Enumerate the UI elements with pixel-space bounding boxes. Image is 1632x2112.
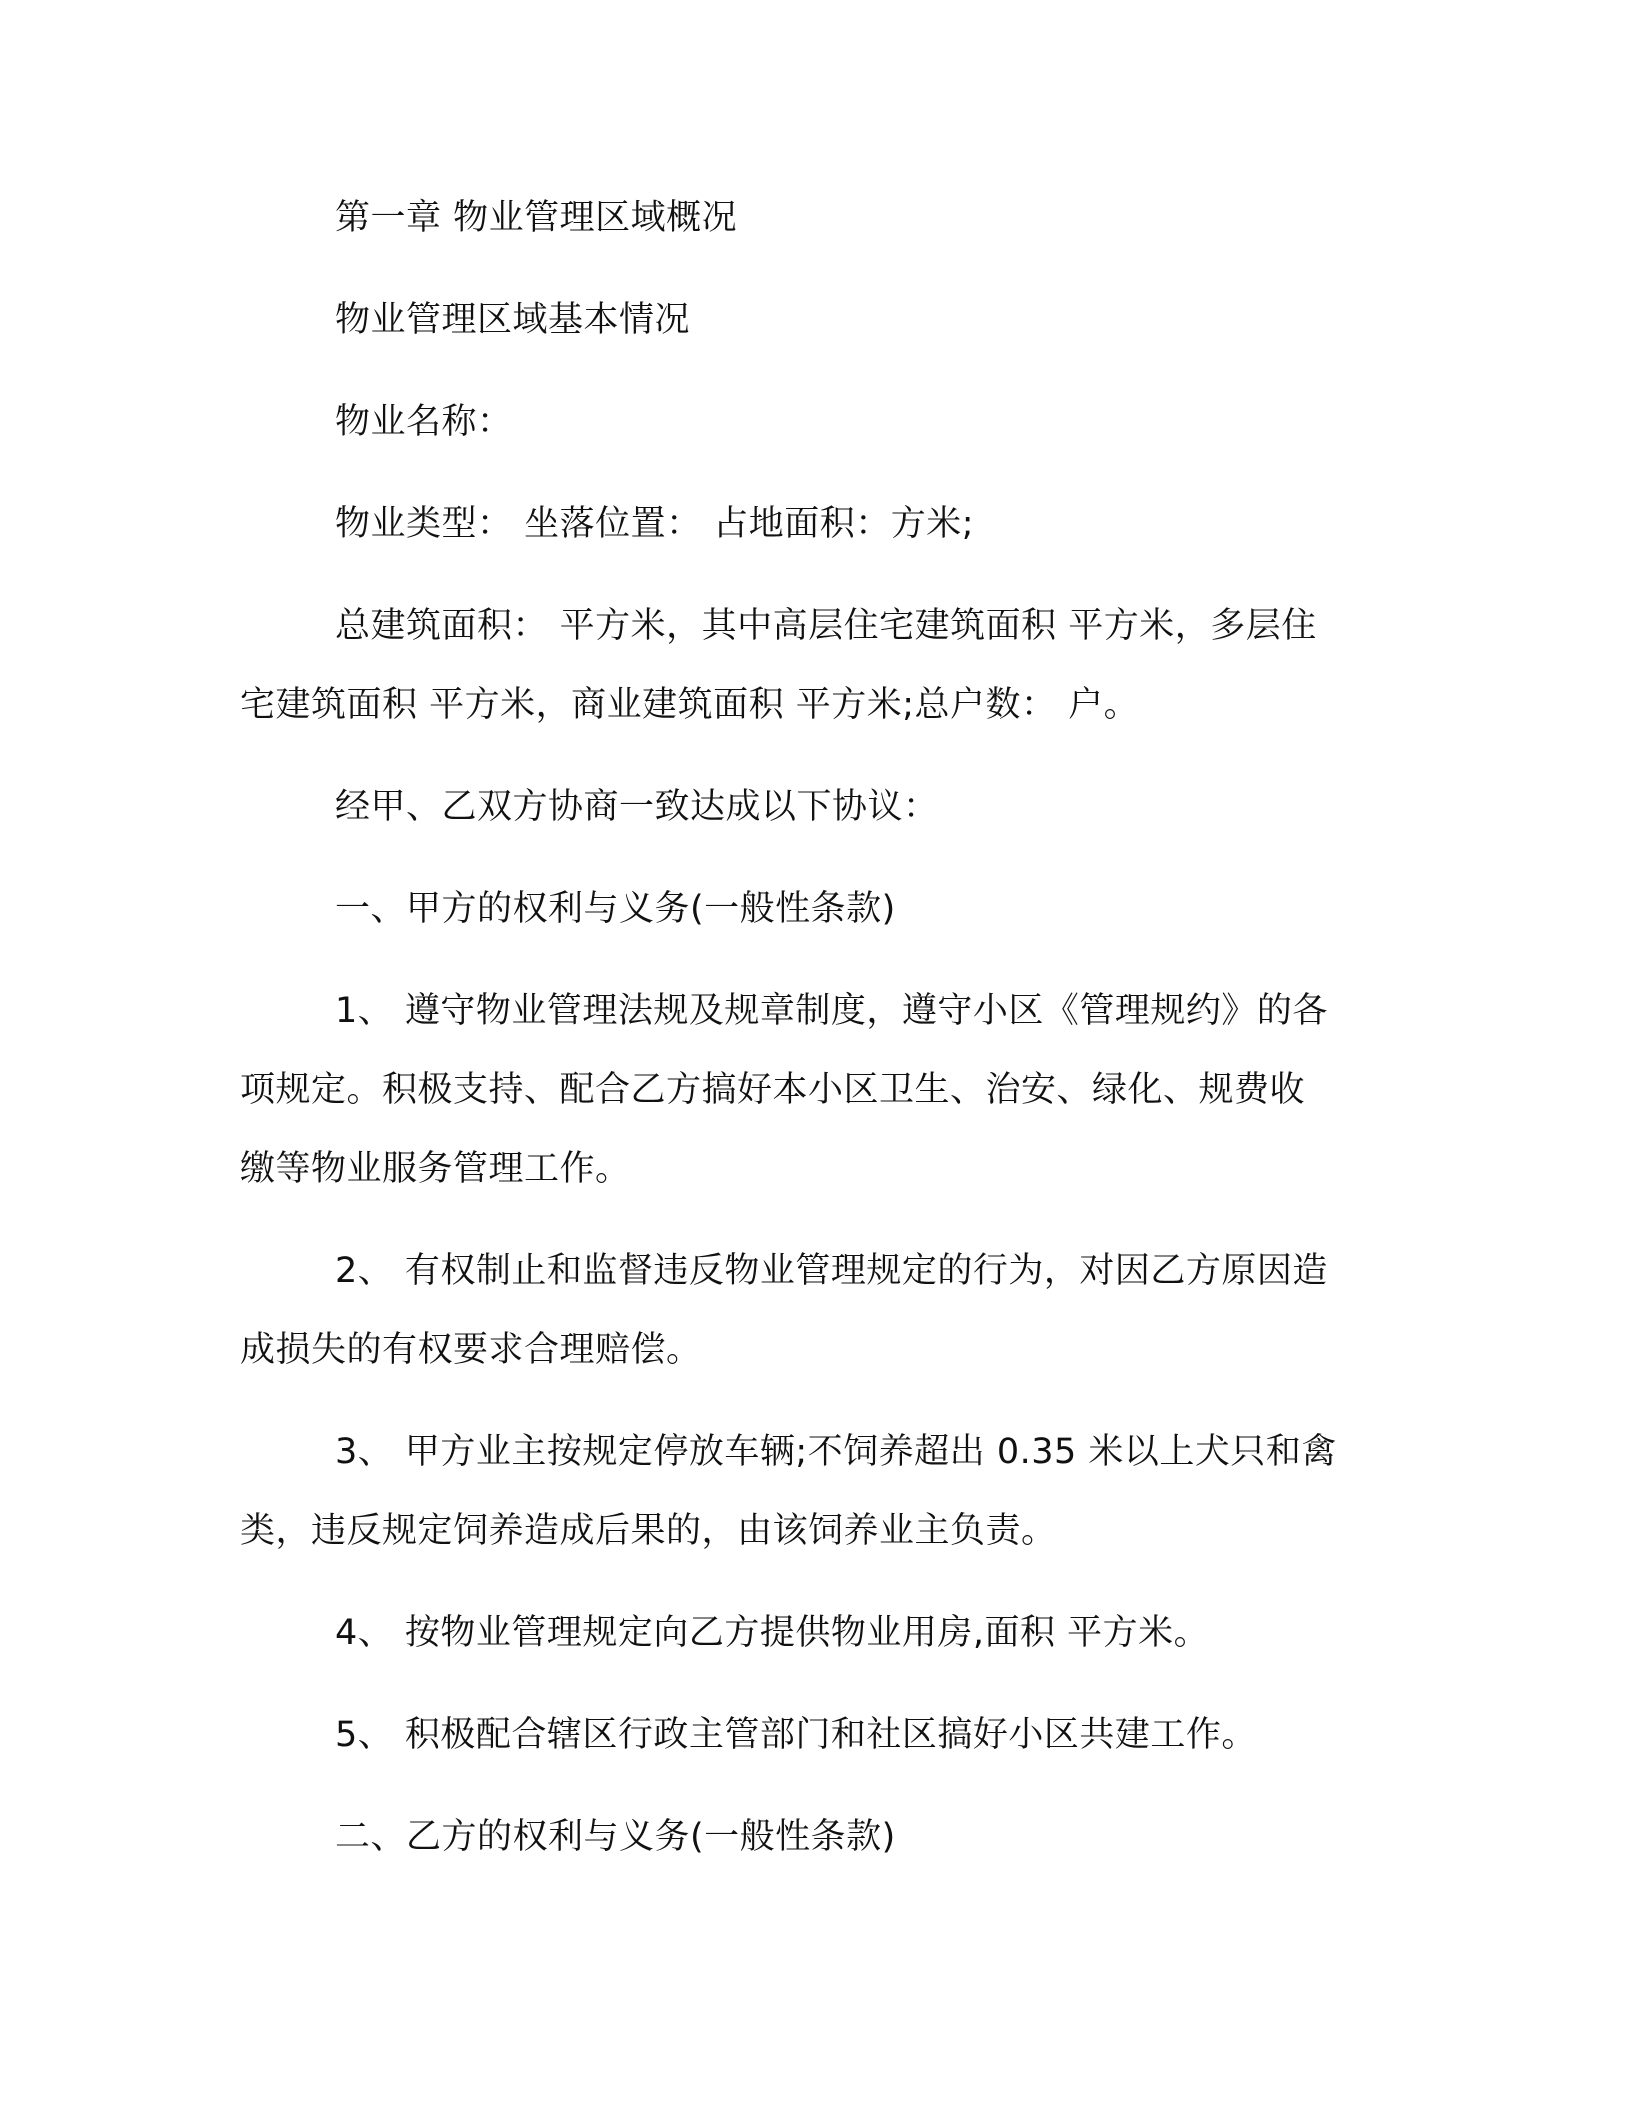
chapter-title: 第一章 物业管理区域概况 <box>335 198 738 238</box>
property-name-line: 物业名称： <box>335 402 513 442</box>
clause-3-line-1: 3、 甲方业主按规定停放车辆;不饲养超出 0.35 米以上犬只和禽 <box>335 1432 1337 1472</box>
clause-5-line-1: 5、 积极配合辖区行政主管部门和社区搞好小区共建工作。 <box>335 1715 1257 1755</box>
party-b-heading: 二、乙方的权利与义务(一般性条款) <box>335 1817 896 1857</box>
floor-area-line-1: 总建筑面积： 平方米，其中高层住宅建筑面积 平方米，多层住 <box>335 606 1317 646</box>
clause-1-line-2: 项规定。积极支持、配合乙方搞好本小区卫生、治安、绿化、规费收 <box>240 1070 1306 1110</box>
clause-1-line-3: 缴等物业服务管理工作。 <box>240 1149 631 1189</box>
clause-1-line-1: 1、 遵守物业管理法规及规章制度，遵守小区《管理规约》的各 <box>335 991 1328 1031</box>
section-title: 物业管理区域基本情况 <box>335 300 691 340</box>
property-type-line: 物业类型： 坐落位置： 占地面积：方米; <box>335 504 975 544</box>
agreement-intro: 经甲、乙双方协商一致达成以下协议： <box>335 787 939 827</box>
clause-2-line-2: 成损失的有权要求合理赔偿。 <box>240 1330 702 1370</box>
clause-4-line-1: 4、 按物业管理规定向乙方提供物业用房,面积 平方米。 <box>335 1613 1210 1653</box>
party-a-heading: 一、甲方的权利与义务(一般性条款) <box>335 889 896 929</box>
clause-3-line-2: 类，违反规定饲养造成后果的，由该饲养业主负责。 <box>240 1511 1057 1551</box>
clause-2-line-1: 2、 有权制止和监督违反物业管理规定的行为，对因乙方原因造 <box>335 1251 1328 1291</box>
floor-area-line-2: 宅建筑面积 平方米，商业建筑面积 平方米;总户数： 户。 <box>240 685 1140 725</box>
